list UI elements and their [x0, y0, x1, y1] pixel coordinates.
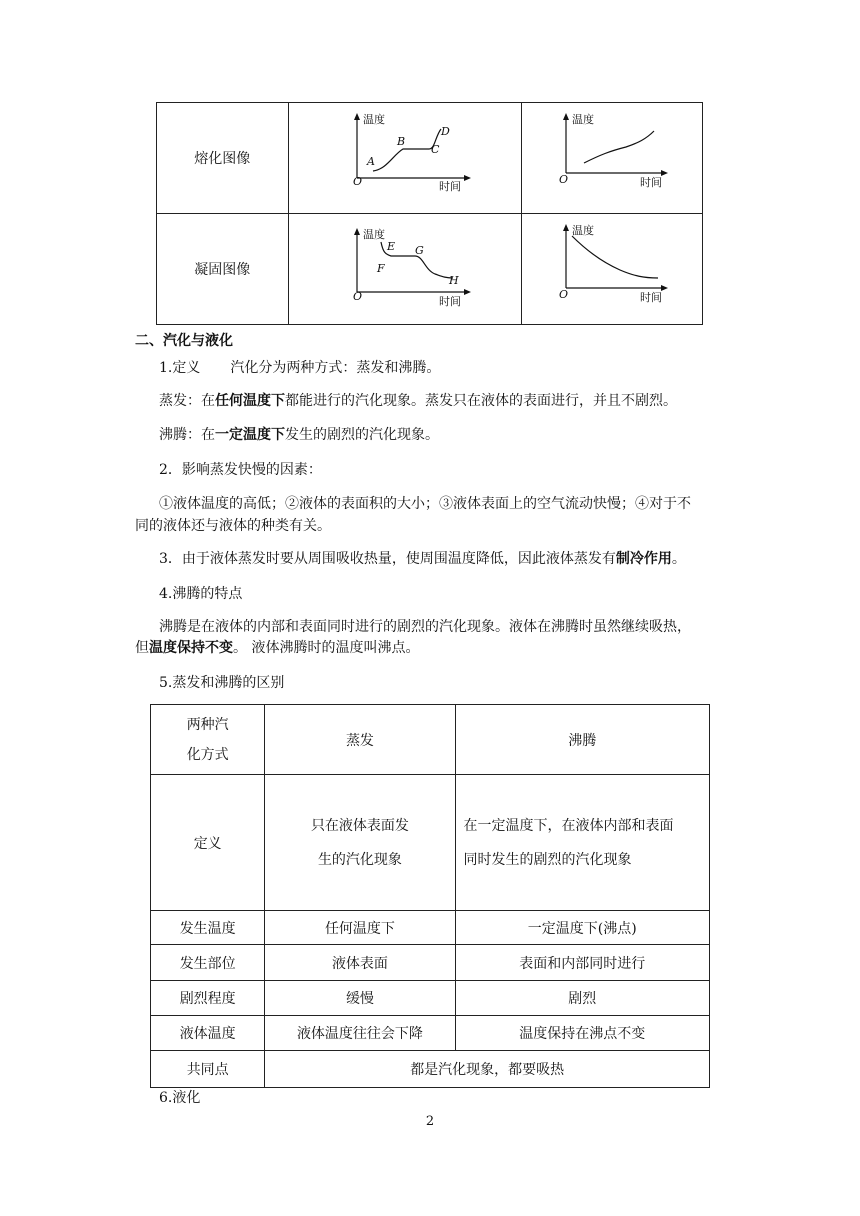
melting-graph2-xlabel: 时间	[639, 176, 662, 189]
point-f: F	[376, 262, 385, 275]
solid-graph1-ylabel: 温度	[362, 228, 385, 241]
point-d: D	[440, 125, 450, 138]
table-row	[151, 1016, 710, 1051]
crystal-melting-graph	[288, 103, 521, 214]
amorphous-melting-graph	[521, 103, 702, 214]
row-evap: 缓慢	[265, 981, 455, 1016]
comparison-header-row	[151, 705, 710, 775]
solid-graph2-origin: O	[558, 288, 568, 301]
definition-line	[159, 357, 759, 379]
amorphous-solidification-graph	[521, 214, 702, 325]
row-evap: 液体表面	[265, 945, 455, 981]
melting-graph2-origin: O	[558, 173, 568, 186]
boil-feat-pre: 但	[135, 640, 149, 656]
solidification-label: 凝固图像	[157, 214, 289, 325]
row-label: 液体温度	[151, 1016, 265, 1051]
section-title: 二、汽化与液化	[135, 333, 233, 349]
solid-graph1-xlabel: 时间	[438, 295, 461, 308]
common-row	[151, 1051, 710, 1088]
crystal-solidification-graph	[288, 214, 521, 325]
cooling-post: 。	[671, 551, 686, 567]
point-g: G	[414, 244, 424, 257]
definition-label: 1.定义	[159, 360, 201, 376]
header-method-line1: 两种汽	[186, 716, 229, 733]
melting-graph1-xlabel: 时间	[438, 180, 461, 193]
point-b: B	[396, 135, 405, 148]
row-label: 发生温度	[151, 911, 265, 945]
def-evap-line1: 只在液体表面发	[310, 817, 409, 834]
header-boiling: 沸腾	[455, 705, 709, 775]
comparison-table	[150, 704, 710, 1088]
row-boil: 表面和内部同时进行	[455, 945, 709, 981]
definition-row-label: 定义	[151, 775, 265, 911]
boiling-features-line1: 沸腾是在液体的内部和表面同时进行的剧烈的汽化现象。液体在沸腾时虽然继续吸热，	[159, 619, 691, 635]
solid-graph2-ylabel: 温度	[571, 224, 594, 237]
point-h: H	[448, 274, 459, 287]
cooling-effect	[159, 548, 759, 570]
factors-title: 2．影响蒸发快慢的因素：	[159, 462, 322, 478]
table-row	[151, 911, 710, 945]
def-evap-line2: 生的汽化现象	[317, 851, 402, 868]
header-evaporation: 蒸发	[265, 705, 455, 775]
row-evap: 液体温度往往会下降	[265, 1016, 455, 1051]
table-row	[151, 945, 710, 981]
factors-line2: 同的液体还与液体的种类有关。	[135, 518, 331, 534]
point-c: C	[430, 143, 439, 156]
boil-bold: 一定温度下	[215, 427, 285, 443]
definition-boiling	[455, 775, 709, 911]
boiling-features-line2	[135, 637, 735, 659]
graph-table	[156, 102, 703, 325]
evap-pre: 蒸发：在	[159, 393, 215, 409]
cooling-bold: 制冷作用	[615, 551, 672, 567]
melting-graph2-ylabel: 温度	[571, 113, 594, 126]
melting-row	[157, 103, 703, 214]
evap-post: 都能进行的汽化现象。蒸发只在液体的表面进行，并且不剧烈。	[285, 393, 677, 409]
header-method-line2: 化方式	[186, 746, 229, 763]
solidification-row	[157, 214, 703, 325]
boil-feat-bold: 温度保持不变	[149, 640, 233, 656]
boiling-definition	[159, 424, 759, 446]
row-boil: 温度保持在沸点不变	[455, 1016, 709, 1051]
row-boil: 一定温度下(沸点)	[455, 911, 709, 945]
melting-label: 熔化图像	[157, 103, 289, 214]
page-number: 2	[425, 1114, 435, 1129]
point-e: E	[386, 240, 395, 253]
melting-graph1-origin: O	[352, 175, 362, 188]
point-a: A	[366, 155, 375, 168]
melting-graph1-ylabel: 温度	[362, 113, 385, 126]
factors-line1: ①液体温度的高低；②液体的表面积的大小；③液体表面上的空气流动快慢；④对于不	[159, 496, 691, 512]
common-value: 都是汽化现象，都要吸热	[265, 1051, 710, 1088]
def-boil-line2: 同时发生的剧烈的汽化现象	[463, 851, 632, 868]
row-boil: 剧烈	[455, 981, 709, 1016]
definition-row	[151, 775, 710, 911]
row-evap: 任何温度下	[265, 911, 455, 945]
cooling-pre: 3．由于液体蒸发时要从周围吸收热量，使周围温度降低，因此液体蒸发有	[159, 551, 616, 567]
boil-post: 发生的剧烈的汽化现象。	[285, 427, 439, 443]
boil-pre: 沸腾：在	[159, 427, 215, 443]
boiling-features-title: 4.沸腾的特点	[159, 586, 243, 602]
solid-graph2-xlabel: 时间	[639, 291, 662, 304]
difference-title: 5.蒸发和沸腾的区别	[159, 675, 285, 691]
table-row	[151, 981, 710, 1016]
boil-feat-post: 。 液体沸腾时的温度叫沸点。	[233, 640, 420, 656]
header-method	[151, 705, 265, 775]
solid-graph1-origin: O	[352, 290, 362, 303]
liquefaction-title: 6.液化	[159, 1090, 201, 1106]
definition-text: 汽化分为两种方式：蒸发和沸腾。	[230, 360, 441, 376]
evap-bold: 任何温度下	[215, 393, 285, 409]
common-label: 共同点	[151, 1051, 265, 1088]
definition-evaporation	[265, 775, 455, 911]
def-boil-line1: 在一定温度下，在液体内部和表面	[463, 817, 674, 834]
row-label: 发生部位	[151, 945, 265, 981]
row-label: 剧烈程度	[151, 981, 265, 1016]
evaporation-definition	[159, 390, 759, 412]
